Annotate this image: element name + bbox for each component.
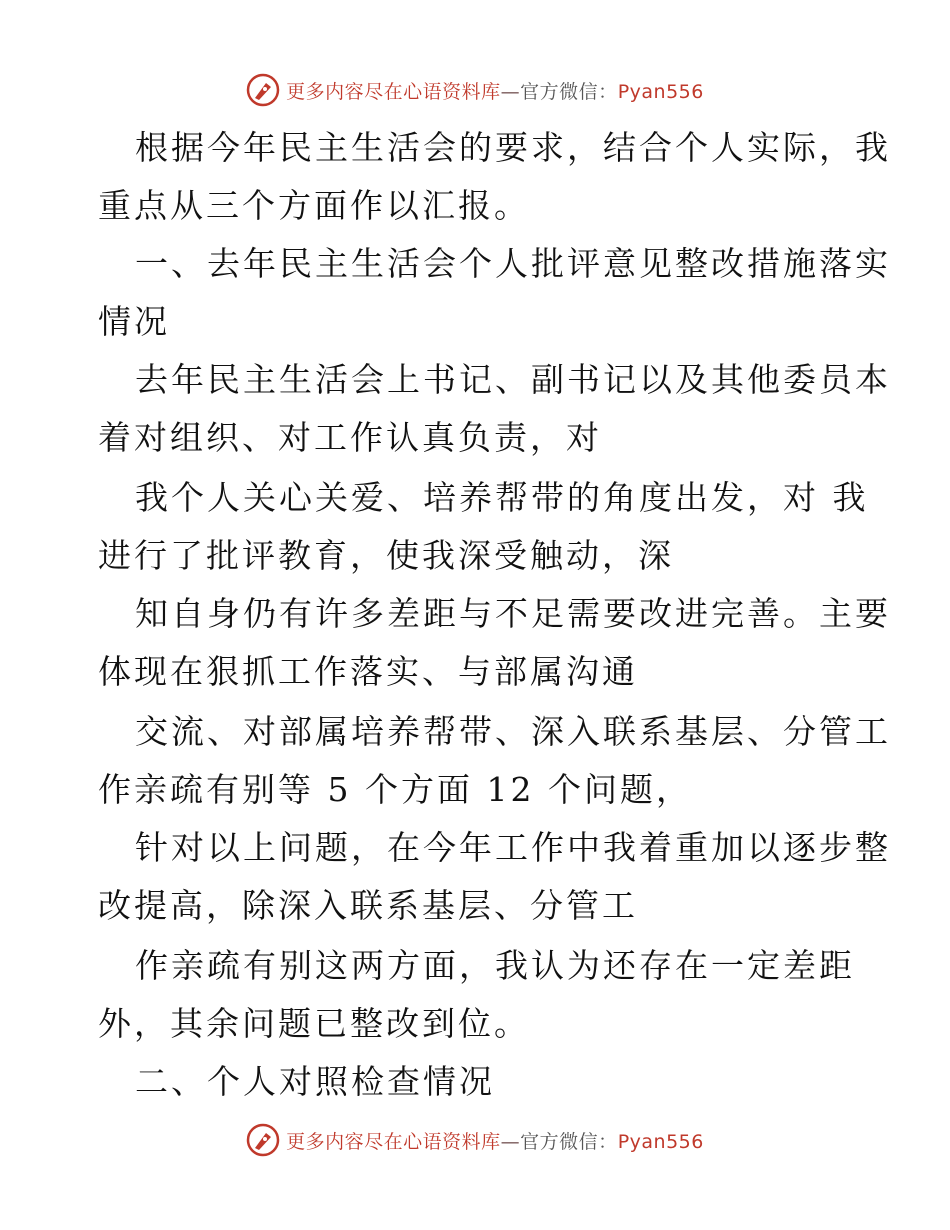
paragraph-line: 根据今年民主生活会的要求，结合个人实际，我 — [135, 128, 891, 167]
paragraph-line: 重点从三个方面作以汇报。 — [98, 186, 530, 225]
paragraph-line: 体现在狠抓工作落实、与部属沟通 — [98, 652, 638, 691]
paragraph-line: 交流、对部属培养帮带、深入联系基层、分管工 — [135, 712, 891, 751]
watermark-account: Pyan556 — [617, 80, 704, 103]
paragraph-line: 改提高，除深入联系基层、分管工 — [98, 886, 638, 925]
watermark-label: 官方微信： — [520, 80, 618, 103]
header-watermark — [0, 70, 950, 110]
paragraph-line: 去年民主生活会上书记、副书记以及其他委员本 — [135, 360, 891, 399]
watermark-separator: — — [500, 80, 521, 103]
watermark-label: 官方微信： — [520, 1130, 618, 1153]
paragraph-line: 外，其余问题已整改到位。 — [98, 1004, 530, 1043]
watermark-account: Pyan556 — [617, 1130, 704, 1153]
section-heading: 一、去年民主生活会个人批评意见整改措施落实 — [135, 244, 891, 283]
watermark-brand: 更多内容尽在心语资料库 — [286, 80, 501, 103]
paragraph-line: 我个人关心关爱、培养帮带的角度出发，对 我 — [135, 478, 869, 517]
footer-watermark — [0, 1120, 950, 1160]
paragraph-line: 作亲疏有别这两方面，我认为还存在一定差距 — [135, 946, 855, 985]
paragraph-line: 着对组织、对工作认真负责，对 — [98, 418, 602, 457]
watermark-separator: — — [500, 1130, 521, 1153]
paragraph-line: 进行了批评教育，使我深受触动，深 — [98, 536, 674, 575]
section-heading: 二、个人对照检查情况 — [135, 1062, 495, 1101]
pen-nib-logo-icon — [246, 1123, 280, 1157]
section-heading: 情况 — [98, 302, 170, 341]
paragraph-line: 知自身仍有许多差距与不足需要改进完善。主要 — [135, 594, 891, 633]
watermark-brand: 更多内容尽在心语资料库 — [286, 1130, 501, 1153]
pen-nib-logo-icon — [246, 73, 280, 107]
paragraph-line: 针对以上问题，在今年工作中我着重加以逐步整 — [135, 828, 891, 867]
watermark-text — [286, 77, 704, 104]
watermark-text — [286, 1127, 704, 1154]
paragraph-line: 作亲疏有别等 5 个方面 12 个问题， — [98, 770, 692, 809]
